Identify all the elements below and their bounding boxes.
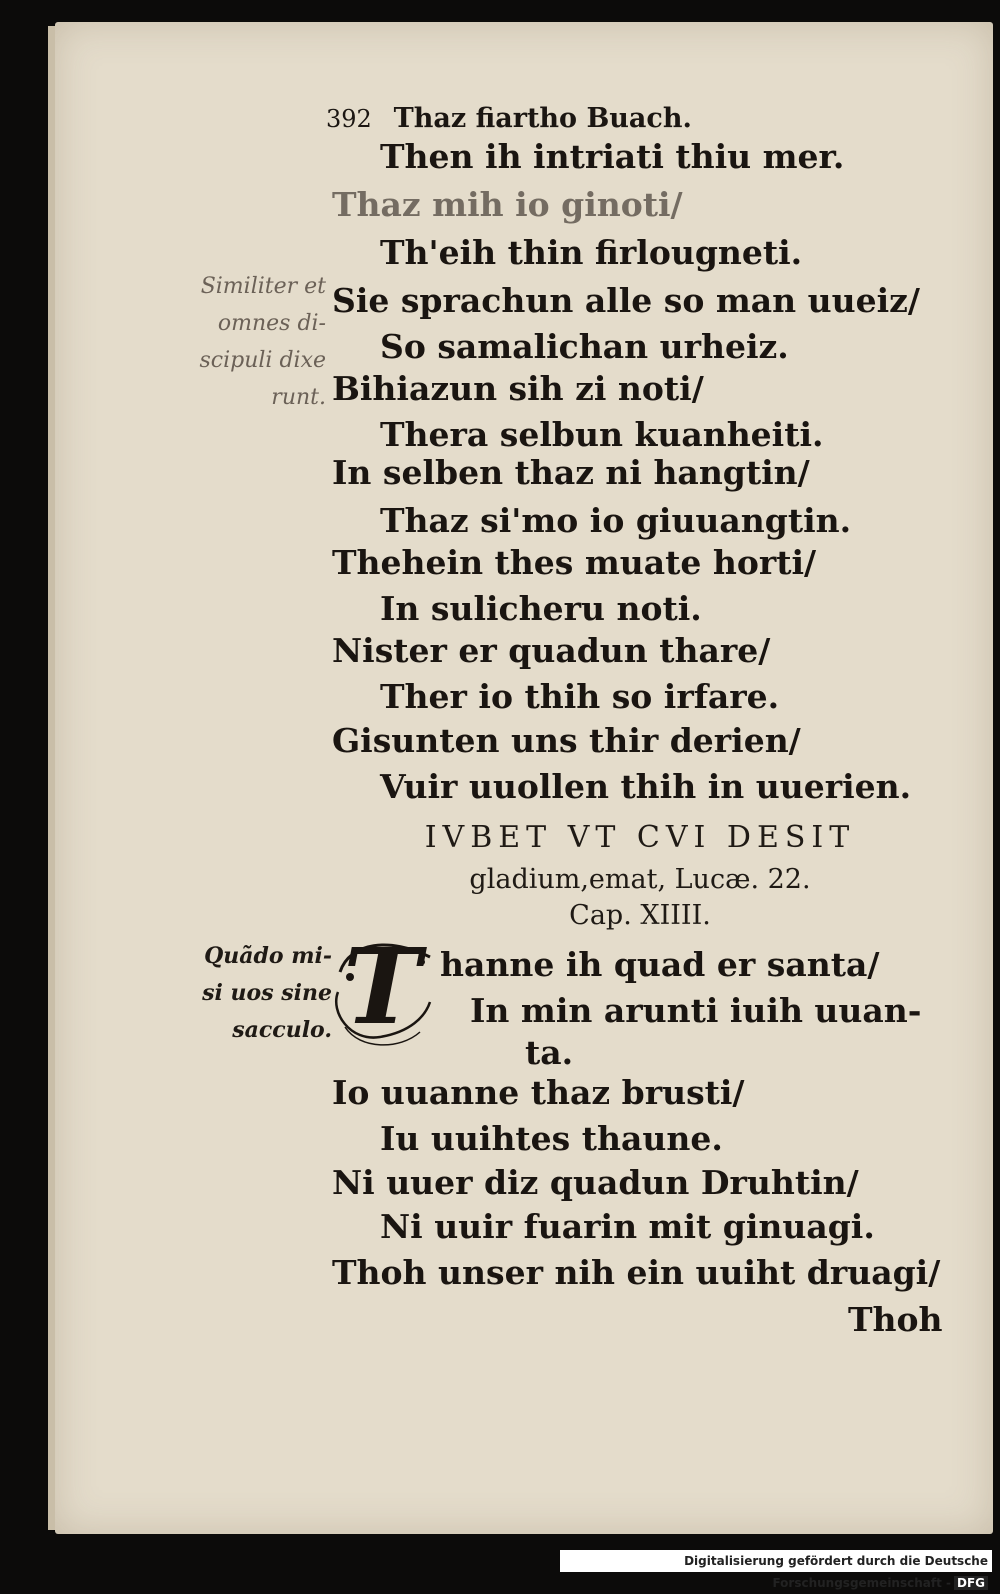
verse-line: Thehein thes muate horti/ [332,543,817,582]
margin-note-line: scipuli dixe [199,348,326,373]
margin-note [180,268,326,416]
verse-line: In sulicheru noti. [380,589,702,628]
verse-line: Ni uuer diz quadun Druhtin/ [332,1163,859,1202]
verse-line: Nister er quadun thare/ [332,631,771,670]
verse-line: Thaz mih io ginoti/ [332,185,683,224]
margin-note-line: Similiter et [200,274,326,299]
running-header [326,103,692,134]
verse-line: ta. [525,1033,574,1072]
verse-line: Iu uuihtes thaune. [380,1119,723,1158]
verse-line: Ther io thih so irfare. [380,677,780,716]
verse-line: Ni uuir fuarin mit ginuagi. [380,1207,875,1246]
chapter-label: Cap. XIIII. [569,900,711,931]
verse-line: Th'eih thin firlougneti. [380,233,803,272]
verse-line: Thoh unser nih ein uuiht druagi/ [332,1253,941,1292]
margin-note-line: runt. [271,385,326,410]
margin-note-line: Quãdo mi- [204,943,332,969]
verse-line: Bihiazun sih zi noti/ [332,369,704,408]
margin-note [176,938,332,1049]
running-title: Thaz fiartho Buach. [393,103,692,134]
verse-line: In selben thaz ni hangtin/ [332,453,810,492]
verse-line: Thera selbun kuanheiti. [380,415,824,454]
margin-note-line: si uos sine [202,980,332,1006]
verse-line: Sie sprachun alle so man uueiz/ [332,281,920,320]
verse-line: In min arunti iuih uuan- [470,991,922,1030]
catchword: Thoh [848,1300,943,1339]
verse-line: Gisunten uns thir derien/ [332,721,801,760]
digitization-footer [560,1550,992,1590]
drop-cap-initial: T [343,925,421,1048]
verse-line: Thaz si'mo io giuuangtin. [380,501,852,540]
section-subheading: gladium,emat, Lucæ. 22. [469,864,811,895]
verse-line: Vuir uuollen thih in uuerien. [380,767,912,806]
margin-note-line: sacculo. [232,1017,332,1043]
verse-line: Io uuanne thaz brusti/ [332,1073,745,1112]
verse-line: Then ih intriati thiu mer. [380,137,845,176]
verse-line: hanne ih quad er santa/ [440,945,880,984]
footer-text: Digitalisierung gefördert durch die Deutsche Forschungsgemeinschaft - [684,1554,988,1590]
dfg-logo: DFG [954,1576,988,1590]
page-number: 392 [326,105,372,133]
section-heading: IVBET VT CVI DESIT [424,820,856,855]
verse-line: So samalichan urheiz. [380,327,789,366]
margin-note-line: omnes di- [217,311,326,336]
